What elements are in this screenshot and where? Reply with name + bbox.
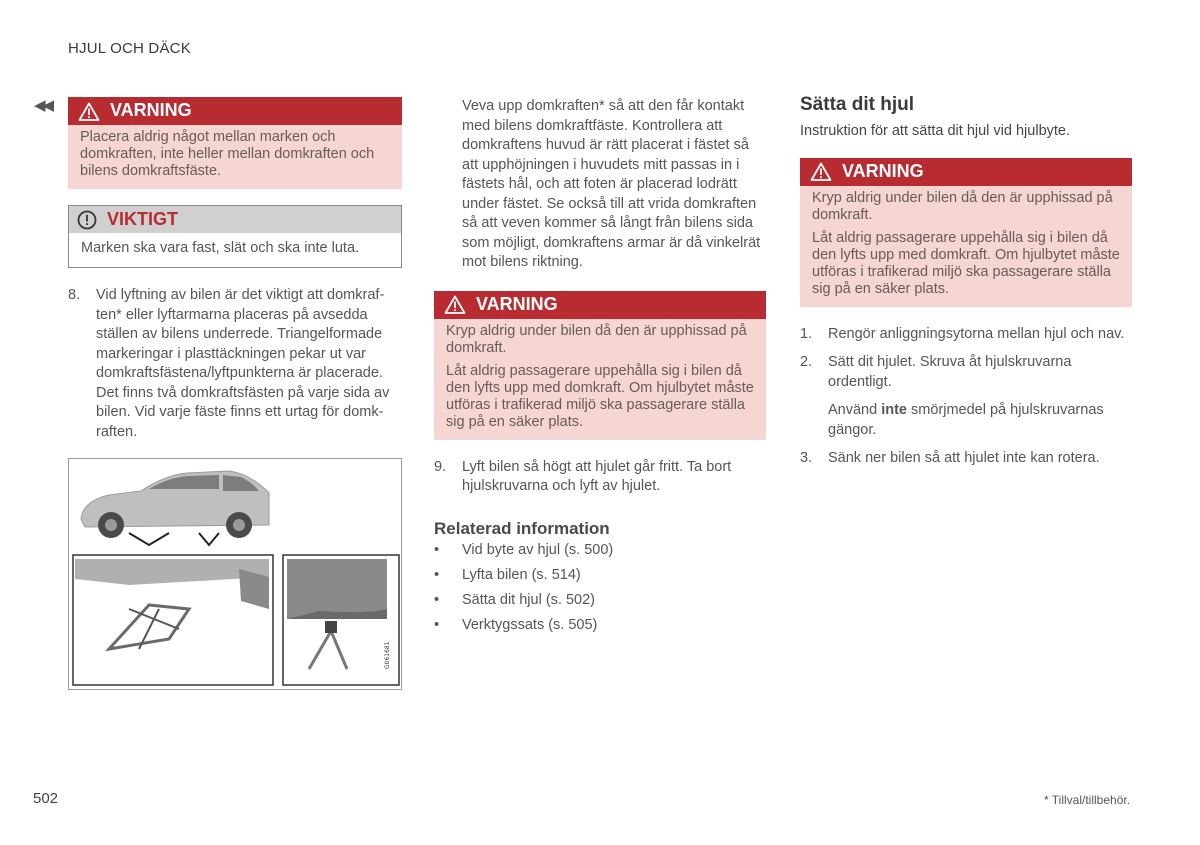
warning-label: VARNING bbox=[476, 293, 558, 314]
warning-triangle-icon bbox=[78, 102, 100, 121]
jack-inset-right bbox=[283, 555, 399, 685]
important-label: VIKTIGT bbox=[107, 208, 178, 229]
warning-header bbox=[800, 158, 1132, 186]
step-number: 2. bbox=[800, 354, 813, 370]
car-image bbox=[81, 471, 269, 545]
warning-paragraph: Låt aldrig passagerare uppehålla sig i bilen då den lyfts upp med domkraft. Om hjulbytet måste utföras i trafikerad miljö ska passagerare ställa sig på en säker plats. bbox=[812, 229, 1120, 297]
lead-paragraph: Veva upp domkraften* så att den får kontakt med bilens domkraftfäste. Kontrollera att domkraftens huvud är rätt placerat i fästet så att upphöjningen i huvudets mitt passas in i fästets hål, och att foten är placerad lodrätt under fästet. Se också till att vrida domkraften så att veven kommer så långt från bilens sida som möjligt, domkraftens armar är då vinkelrät mot bilens riktning. bbox=[462, 98, 761, 270]
step-8 bbox=[68, 286, 402, 442]
emphasis: inte bbox=[881, 402, 907, 418]
column-2 bbox=[434, 97, 766, 641]
step-1 bbox=[800, 325, 1132, 345]
warning-text bbox=[434, 319, 766, 440]
warning-label: VARNING bbox=[842, 160, 924, 181]
column-3 bbox=[800, 93, 1132, 469]
step-text: Sätt dit hjulet. Skruva åt hjulskruvarna ordentligt. bbox=[828, 354, 1072, 390]
related-item[interactable]: • Lyfta bilen (s. 514) bbox=[434, 566, 581, 583]
page-header: HJUL OCH DÄCK bbox=[68, 40, 191, 57]
section-title: Sätta dit hjul bbox=[800, 94, 914, 115]
section-intro: Instruktion för att sätta dit hjul vid hjulbyte. bbox=[800, 123, 1070, 139]
related-heading: Relaterad information bbox=[434, 518, 610, 538]
related-link[interactable]: Vid byte av hjul (s. 500) bbox=[462, 541, 614, 558]
continue-arrows-icon: ◀◀ bbox=[34, 97, 52, 114]
car-jack-diagram bbox=[69, 459, 402, 689]
related-item[interactable]: • Vid byte av hjul (s. 500) bbox=[434, 541, 614, 558]
warning-header bbox=[68, 97, 402, 125]
warning-label: VARNING bbox=[110, 100, 192, 121]
page-number: 502 bbox=[33, 790, 59, 807]
warning-box bbox=[434, 291, 766, 440]
warning-paragraph: Placera aldrig något mellan marken och domkraften, inte heller mellan domkraften och bilens domkraftsfäste. bbox=[80, 129, 375, 179]
column-1 bbox=[68, 97, 402, 690]
footnote: * Tillval/tillbehör. bbox=[1044, 793, 1131, 807]
warning-box bbox=[68, 97, 402, 189]
jack-inset-left bbox=[73, 555, 273, 685]
related-link[interactable]: Sätta dit hjul (s. 502) bbox=[462, 591, 595, 608]
step-9 bbox=[434, 458, 766, 497]
step-2 bbox=[800, 353, 1132, 392]
step-note: Använd inte smörjmedel på hjulskruvarnas gängor. bbox=[828, 402, 1104, 438]
warning-box bbox=[800, 158, 1132, 307]
important-box bbox=[68, 205, 402, 268]
important-header bbox=[69, 206, 401, 233]
warning-paragraph: Låt aldrig passagerare uppehålla sig i bilen då den lyfts upp med domkraft. Om hjulbytet måste utföras i trafikerad miljö ska passagerare ställa sig på en säker plats. bbox=[446, 362, 754, 430]
warning-paragraph: Kryp aldrig under bilen då den är upphissad på domkraft. bbox=[446, 322, 747, 356]
warning-text bbox=[800, 186, 1132, 307]
important-text: Marken ska vara fast, slät och ska inte luta. bbox=[81, 240, 360, 256]
related-link[interactable]: Verktygssats (s. 505) bbox=[462, 616, 598, 633]
step-number: 1. bbox=[800, 325, 813, 342]
related-link[interactable]: Lyfta bilen (s. 514) bbox=[462, 566, 581, 583]
step-number: 8. bbox=[68, 287, 81, 303]
related-item[interactable]: • Verktygssats (s. 505) bbox=[434, 616, 598, 633]
step-number: 9. bbox=[434, 458, 447, 475]
jack-illustration bbox=[68, 458, 402, 690]
important-exclamation-icon bbox=[77, 210, 97, 230]
figure-code: G061681 bbox=[384, 641, 391, 669]
warning-triangle-icon bbox=[444, 295, 466, 314]
step-3 bbox=[800, 449, 1132, 469]
warning-triangle-icon bbox=[810, 162, 832, 181]
step-text: Vid lyftning av bilen är det viktigt att domkraften* eller lyftarmarna placeras på avsedda ställen av bilens underrede. Triangelformade markeringar i plasttäckningen pekar ut var domkraftsfästena/lyftpunkterna är placerade. Det finns två domkraftsfästen på varje sida av bilen. Vid varje fäste finns ett urtag för domkraften. bbox=[96, 287, 390, 440]
related-list bbox=[434, 541, 766, 635]
related-item[interactable]: • Sätta dit hjul (s. 502) bbox=[434, 591, 595, 608]
warning-header bbox=[434, 291, 766, 319]
step-text: Lyft bilen så högt att hjulet går fritt. Ta bort hjulskruvarna och lyft av hjulet. bbox=[462, 458, 732, 494]
step-number: 3. bbox=[800, 450, 813, 466]
step-text: Rengör anliggningsytorna mellan hjul och nav. bbox=[828, 325, 1125, 342]
step-text: Sänk ner bilen så att hjulet inte kan rotera. bbox=[828, 450, 1100, 466]
warning-text bbox=[68, 125, 402, 189]
warning-paragraph: Kryp aldrig under bilen då den är upphissad på domkraft. bbox=[812, 189, 1113, 223]
